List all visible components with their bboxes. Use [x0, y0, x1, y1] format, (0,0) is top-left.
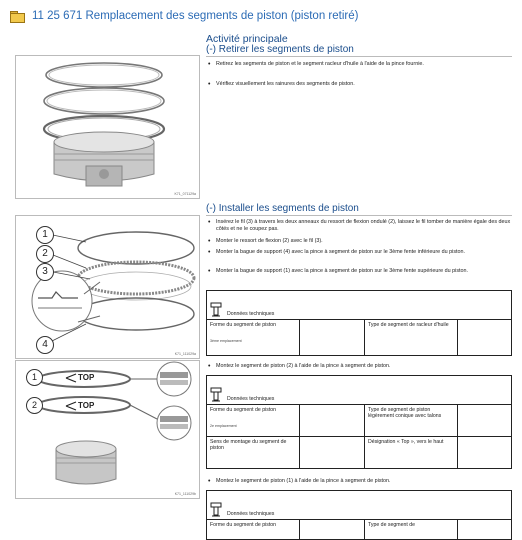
- install-step-ring2: • Montez le segment de piston (2) à l'aide de la pince à segment de piston.: [208, 363, 516, 370]
- install-step-1: • Insérez le fil (3) à travers les deux anneaux du ressort de flexion ondulé (2), laissez le fil tomber de manière égale des deux côtés et ne le coupez pas.: [208, 219, 516, 234]
- tech-data-table-1: Données techniques Forme du segment de piston 3ème emplacement Type de segment de racleur d'huile: [206, 290, 512, 356]
- install-step-4: • Monter la bague de support (1) avec la pince à segment de piston sur le 3ème fente supérieure du piston.: [208, 268, 486, 275]
- remove-step-1: • Retirez les segments de piston et le segment racleur d'huile à l'aide de la pince fournie.: [208, 61, 516, 68]
- remove-step-2: • Vérifiez visuellement les rainures des segments de piston.: [208, 81, 516, 88]
- main-activity-heading: Activité principale: [206, 33, 288, 45]
- callout-2: 2: [36, 245, 54, 263]
- tech-data-table-3: Données techniques Forme du segment de piston Type de segment de: [206, 490, 512, 540]
- figure-piston-rings-removed: K71_071129a: [15, 55, 200, 199]
- top-marking-2: TOP: [78, 401, 95, 410]
- gauge-icon: [210, 502, 222, 517]
- document-header: [10, 10, 358, 22]
- gauge-icon: [210, 302, 222, 317]
- callout-3: 3: [36, 263, 54, 281]
- tech-data-label: Données techniques: [227, 395, 275, 402]
- callout-4: 4: [36, 336, 54, 354]
- figure-top-marking: 1 2 TOP TOP K71_111029b: [15, 360, 200, 499]
- gauge-icon: [210, 387, 222, 402]
- install-step-ring1: • Montez le segment de piston (1) à l'aide de la pince à segment de piston.: [208, 478, 516, 485]
- install-step-2: • Monter le ressort de flexion (2) avec le fil (3).: [208, 238, 516, 245]
- install-step-3: • Monter la bague de support (4) avec la pince à segment de piston sur le 3ème fente inférieure du piston.: [208, 249, 486, 256]
- top-callout-1: 1: [26, 369, 43, 386]
- tech-data-label: Données techniques: [227, 510, 275, 517]
- tech-data-label: Données techniques: [227, 310, 275, 317]
- figure-ring-assembly: 1 2 3 4 K71_111029a: [15, 215, 200, 359]
- top-marking-1: TOP: [78, 373, 95, 382]
- folder-icon: [10, 11, 24, 22]
- install-section-heading: (-) Installer les segments de piston: [206, 203, 359, 214]
- remove-section-heading: (-) Retirer les segments de piston: [206, 44, 354, 55]
- top-callout-2: 2: [26, 397, 43, 414]
- document-title: 11 25 671 Remplacement des segments de piston (piston retiré): [32, 10, 359, 22]
- tech-data-table-2: Données techniques Forme du segment de piston 2e emplacement Type de segment de piston légèrement conique avec talons Sens de montage du segment de piston Désignation « Top », vers le haut: [206, 375, 512, 469]
- callout-1: 1: [36, 226, 54, 244]
